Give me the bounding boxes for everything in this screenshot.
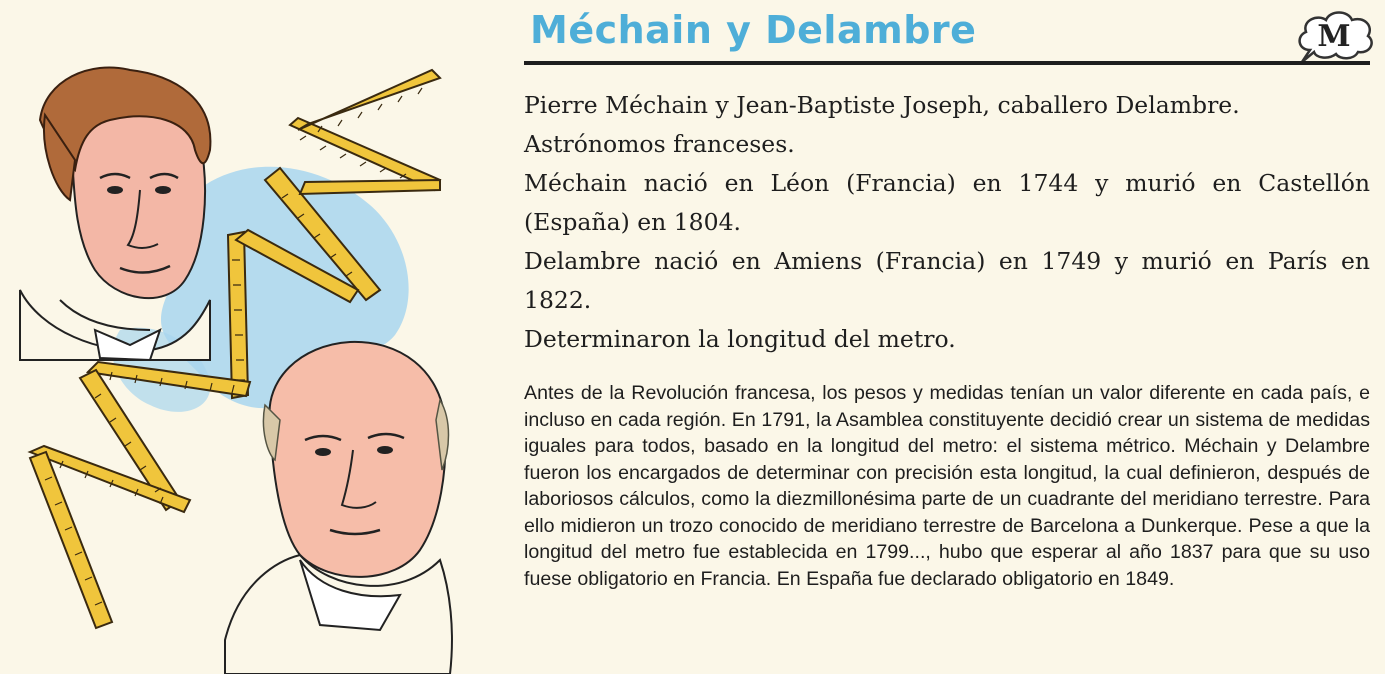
title-divider bbox=[524, 61, 1370, 65]
fact-mechain-dates: Méchain nació en Léon (Francia) en 1744 y murió en Castellón (España) en 1804. bbox=[524, 169, 1370, 236]
history-paragraph: Antes de la Revolución francesa, los pesos y medidas tenían un valor diferente en cada país, e incluso en cada región. En 1791, la Asamblea constituyente decidió crear un sistema de medidas iguales para todos, basado en la longitud del metro: el sistema métrico. Méchain y Delambre fueron los encargados de determinar con precisión esta longitud, la cual definieron, después de laboriosos cálculos, como la diezmillonésima parte de un cuadrante del meridiano terrestre. Para ello midieron un trozo conocido de meridiano terrestre de Barcelona a Dunkerque. Pese a que la longitud del metro fue establecida en 1799..., hubo que esperar al año 1837 para que su uso fuese obligatorio en Francia. En España fue declarado obligatorio en 1849. bbox=[524, 382, 1370, 590]
facts-list bbox=[524, 86, 1370, 359]
logo-letter: M bbox=[1317, 19, 1351, 54]
logo-cloud-icon bbox=[1292, 8, 1376, 66]
fact-achievement: Determinaron la longitud del metro. bbox=[524, 325, 956, 353]
fact-profession: Astrónomos franceses. bbox=[524, 130, 795, 158]
fact-names: Pierre Méchain y Jean-Baptiste Joseph, caballero Delambre. bbox=[524, 91, 1240, 119]
fact-delambre-dates: Delambre nació en Amiens (Francia) en 1749 y murió en París en 1822. bbox=[524, 247, 1370, 314]
page-title: Méchain y Delambre bbox=[530, 8, 977, 52]
illustration bbox=[0, 0, 510, 674]
